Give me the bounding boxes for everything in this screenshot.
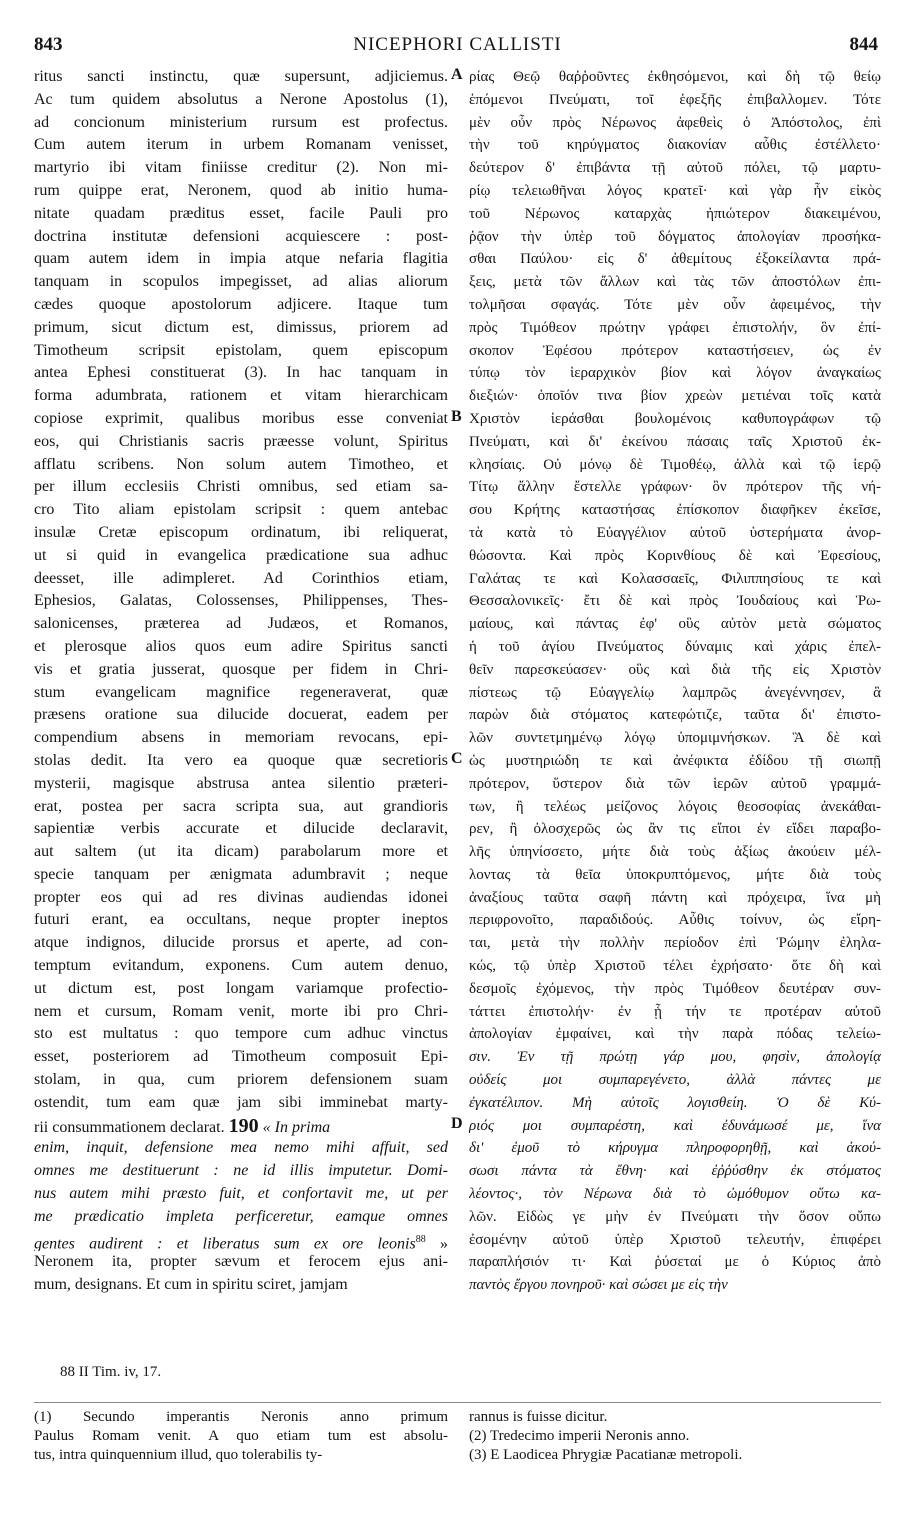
footnote-line: rannus is fuisse dicitur. (469, 1409, 608, 1425)
latin-line: atque indignos, dilucide prorsus et aperte, ad con- (34, 934, 448, 952)
greek-line: ρίας Θεῷ θαῤῥοῦντες ἐκθησόμενοι, καὶ δὴ τῷ θείῳ (469, 69, 881, 85)
greek-line: ῥᾷον τὴν ὑπὲρ τοῦ δόγματος ἀπολογίαν προσήκα- (469, 228, 881, 245)
greek-line: θώσοντα. Καὶ πρὸς Κορινθίους δὲ καὶ Ἐφεσίους, (469, 547, 881, 564)
greek-line: παντὸς ἔργου πονηροῦ· καὶ σώσει με εἰς τὴν (469, 1277, 728, 1294)
greek-line: παρὼν διὰ στόματος κατεφώτιζε, ταῦτα δι' ἐπιστο- (469, 707, 881, 724)
latin-line: omnes me destituerunt : ne id illis imputetur. Domi- (34, 1162, 448, 1180)
greek-line: τὰ κατὰ τὸ Εὐαγγέλιον αὐτοῦ ὑστερήματα ἀνορ- (469, 524, 881, 541)
latin-line: antea Ephesi constituerat (3). In hac tanquam in (34, 364, 448, 382)
latin-line: nus autem mihi præsto fuit, et confortavit me, ut per (34, 1185, 448, 1203)
latin-line: per illum ecclesiis Christi omnibus, sed etiam sa- (34, 478, 448, 496)
greek-line: τοῦ Νέρωνος καταρχὰς ἠπιώτερον διακειμένου, (469, 205, 881, 222)
latin-line: mysterii, magisque abstrusa antea silentio præteri- (34, 774, 448, 792)
latin-line: primum, sicut dictum est, dimissus, priorem ad (34, 318, 448, 336)
latin-line: martyrio ibi vitam finiisse creditur (2). Non mi- (34, 159, 448, 177)
closing-quote: » (440, 1234, 448, 1252)
greek-line: κλησίαις. Οὐ μόνῳ δὲ Τιμοθέῳ, ἀλλὰ καὶ τῷ ἱερῷ (469, 456, 881, 473)
footnote-line: (1) Secundo imperantis Neronis anno primum (34, 1409, 448, 1425)
greek-line: Χριστὸν ἱεράσθαι βουλομένοις καθυπογράφων τῷ (469, 410, 881, 427)
latin-line: copiose exprimit, qualibus moribus esse conveniat (34, 409, 448, 427)
scripture-footnote: 88 II Tim. iv, 17. (60, 1364, 162, 1380)
latin-line: temptum evitandum, exponens. Cum autem denuo, (34, 957, 448, 975)
page-number-right: 844 (849, 34, 878, 55)
latin-line: Ephesios, Galatas, Colossenses, Philippenses, Thes- (34, 592, 448, 610)
latin-line: eos, qui Christianis sacris præesse volunt, Spiritus (34, 432, 448, 450)
latin-line: ad concionum ministerium rursum est profectus. (34, 113, 448, 131)
latin-line-text: rii consummationem declarat. (34, 1118, 225, 1136)
latin-line (34, 1229, 448, 1252)
latin-line: ut dictum est, post longam variamque profectio- (34, 979, 448, 997)
greek-line: λῆς ὑπηνίσσετο, μήτε διὰ τοὺς ἀξίως ἀκούειν μέλ- (469, 844, 881, 861)
greek-line: τύπῳ τὸν ἱεραρχικὸν βίον καὶ λόγον ἀναγκαίως (469, 365, 881, 382)
greek-line: Πνεύματι, καὶ δι' ἐκείνου πάσαις ταῖς Χριστοῦ ἐκ- (469, 433, 881, 450)
greek-line: δεύτερον δ' ἐπιβάντα τῇ αὐτοῦ πόλει, τῷ μαρτυ- (469, 160, 881, 177)
latin-line: propter eos qui ad res divinas audiendas idonei (34, 888, 448, 906)
greek-line: μαίους, καὶ πάντας ἐφ' οὓς αὐτὸν μετὰ σώματος (469, 616, 881, 633)
greek-line: ριός μοι συμπαρέστη, καὶ ἐδυνάμωσέ με, ἵνα (469, 1117, 881, 1134)
latin-line: ritus sancti instinctu, quæ supersunt, adjiciemus. (34, 68, 448, 85)
page-number-left: 843 (34, 34, 63, 55)
latin-line: esset, posteriorem ad Timotheum composuit Epi- (34, 1048, 448, 1066)
latin-line: afflatu scribens. Non solum autem Timotheo, et (34, 455, 448, 473)
footnote-reference: 88 (415, 1233, 426, 1245)
latin-line: cro Tito aliam epistolam scripsit : quem antebac (34, 501, 448, 519)
greek-line: Τίτῳ ἄλλην ἔστελλε γράφων· ὃν πρότερον τῆς νή- (469, 479, 881, 496)
greek-line: τολμῆσαι σφαγάς. Τότε μὲν οὖν ἀφειμένος, τὴν (469, 296, 881, 313)
latin-line: Cum autem iterum in urbem Romanam venisset, (34, 136, 448, 154)
greek-line: κώς, τῷ ὑπὲρ Χριστοῦ τέλει ἐχρήσατο· ὅτε δὴ καὶ (469, 958, 881, 975)
latin-line: aut saltem (ut ita dicam) parabolarum more et (34, 843, 448, 861)
latin-line: stolam, in qua, cum priorem defensionem suam (34, 1071, 448, 1089)
latin-line: ostendit, tum eam quæ jam sibi imminebat marty- (34, 1093, 448, 1111)
greek-line: των, ἢ τελέως μείζονος λόγοις θεοσοφίας ἀνεκάθαι- (469, 798, 881, 815)
greek-line: οὐδείς μοι συμπαρεγένετο, ἀλλὰ πάντες με (469, 1072, 881, 1089)
greek-line: ἑπόμενοι Πνεύματι, τοῖ ἑφεξῆς ἐπιβαλλομεν. Τότε (469, 91, 881, 108)
footnote-line: tus, intra quinquennium illud, quo tolerabilis ty- (34, 1447, 323, 1463)
greek-line: λῶν. Εἰδὼς γε μὴν ἐν Πνεύματι τὴν ὅσον οὔπω (469, 1208, 881, 1225)
latin-line: me prædicatio impleta perficeretur, eamque omnes (34, 1207, 448, 1225)
footnotes-right (469, 1408, 881, 1465)
greek-line: σου Κρήτης καταστήσας ἐπίσκοπον διαφῆκεν ἐκεῖσε, (469, 502, 881, 519)
latin-line: et plerosque alios quos eum adire Spiritus sancti (34, 637, 448, 655)
latin-line-text: gentes audirent : et liberatus sum ex ore leonis (34, 1234, 416, 1252)
latin-line: sto est multatus : quo tempore cum adhuc vinctus (34, 1025, 448, 1043)
greek-line: σθαι Παύλου· εἰς δ' ἀθεμίτους ἐξοκείλαντα πρά- (469, 251, 881, 268)
latin-line: vis et gratia jusserat, quosque per fidem in Chri- (34, 660, 448, 678)
greek-line: πρότερον, ὕστερον διὰ τῶν ἱερῶν αὐτοῦ γραμμά- (469, 775, 881, 792)
footnote-rule (34, 1402, 881, 1403)
greek-line: ξεις, μετὰ τῶν ἄλλων καὶ τὰς τῶν ἀποστόλων ἐπι- (469, 274, 881, 291)
greek-line: ὡς μυστηριώδη τε καὶ ἀνέφικτα ἐδίδου τῇ σιωπῇ (469, 752, 881, 769)
greek-column (469, 66, 881, 1297)
greek-line: δι' ἐμοῦ τὸ κήρυγμα πληροφορηθῇ, καὶ ἀκού- (469, 1140, 881, 1157)
latin-line: mum, designans. Et cum in spiritu sciret, jamjam (34, 1276, 348, 1294)
latin-line: stum evangelicam magnifice regeneraverat, quæ (34, 683, 448, 701)
latin-line: enim, inquit, defensione mea nemo mihi affuit, sed (34, 1139, 448, 1157)
margin-marker-d: D (451, 1115, 463, 1132)
latin-line: tanquam in scopulos impegisset, ad alias aliorum (34, 273, 448, 291)
footnote-line: (3) E Laodicea Phrygiæ Pacatianæ metropoli. (469, 1447, 743, 1463)
greek-line: τάττει ἐπιστολήν· ἐν ᾗ τήν τε προτέραν αὐτοῦ (469, 1003, 881, 1020)
greek-line: ρεν, ἢ ὀλοσχερῶς ὡς ἂν τις εἴποι ἐν εἴδει παραβο- (469, 821, 881, 838)
latin-line: stolas dedit. Ita vero ea quoque quæ secretioris (34, 751, 448, 769)
greek-line: περιφρονοῖτο, παραδιδούς. Αὖθις τοίνυν, ὡς εἴρη- (469, 912, 881, 929)
latin-line: Neronem ita, propter sævum et ferocem ejus ani- (34, 1253, 448, 1271)
greek-line: λῶν συντετμημένῳ λόγῳ ὑπομιμνήσκων. Ἃ δὲ καὶ (469, 730, 881, 747)
greek-line: διεξιών· ὁποῖόν τινα βίον χρεὼν μετιέναι τοῖς κατὰ (469, 388, 881, 405)
margin-marker-c: C (451, 750, 463, 767)
margin-marker-a: A (451, 66, 463, 83)
greek-line: δεσμοῖς ἐχόμενος, τὴν πρὸς Τιμόθεον δευτέραν συν- (469, 980, 881, 997)
greek-line: σωσι πάντα τὰ ἔθνη· καὶ ἐῤῥύσθην ἐκ στόματος (469, 1163, 881, 1180)
latin-line: cædes quoque apostolorum adjicere. Itaque tum (34, 295, 448, 313)
greek-line: πίστεως τῷ Εὐαγγελίῳ λαμπρῶς ἀνεγέννησεν, ἃ (469, 684, 881, 701)
latin-line: sapientiæ verbis accurate et dilucide declaravit, (34, 820, 448, 838)
greek-line: ἀναξίους ταῦτα σαφῆ πάντη καὶ πρόχειρα, ἵνα μὴ (469, 889, 881, 906)
greek-line: ρίῳ τελειωθῆναι λόγος κρατεῖ· καὶ γὰρ ἦν εἰκὸς (469, 182, 881, 199)
latin-line: deesset, ille adimpleret. Ad Corinthios etiam, (34, 569, 448, 587)
greek-line: ἐγκατέλιπον. Μὴ αὐτοῖς λογισθείη. Ὁ δὲ Κύ- (469, 1094, 881, 1111)
greek-line: Γαλάτας τε καὶ Κολασσαεῖς, Φιλιππησίους τε καὶ (469, 570, 881, 587)
footnotes-left (34, 1408, 448, 1465)
latin-line: ut si quid in evangelica prædicatione sua adhuc (34, 546, 448, 564)
latin-line: forma adumbrata, rationem et vitam hierarchicam (34, 387, 448, 405)
latin-line: specie tanquam per ænigmata adumbravit ; neque (34, 865, 448, 883)
latin-line: compendium absens in memoriam revocans, epi- (34, 729, 448, 747)
greek-line: ἡ τοῦ ἁγίου Πνεύματος δύναμις καὶ χάρις ἐπελ- (469, 638, 881, 655)
running-title: NICEPHORI CALLISTI (353, 34, 562, 55)
latin-line: quam autem idem in impia atque nefaria flagitia (34, 250, 448, 268)
latin-line: insulæ Cretæ episcopum ordinatum, ibi reliquerat, (34, 523, 448, 541)
greek-line: λέοντος·, τὸν Νέρωνα διὰ τὸ ὠμόθυμον οὕτω κα- (469, 1186, 881, 1203)
latin-line: nitate quadam præditus esset, facile Pauli pro (34, 204, 448, 222)
latin-line: salonicenses, præterea ad Judæos, et Romanos, (34, 615, 448, 633)
latin-line: Timotheum scripsit epistolam, quem episcopum (34, 341, 448, 359)
latin-line: erat, postea per sacra scripta sua, aut grandioris (34, 797, 448, 815)
latin-line: doctrina institutæ defensioni acquiescere : post- (34, 227, 448, 245)
footnote-line: (2) Tredecimo imperii Neronis anno. (469, 1428, 690, 1444)
greek-line: παραπλήσιόν τι· Καὶ ῥύσεταί με ὁ Κύριος ἀπὸ (469, 1254, 881, 1271)
page-header (0, 34, 915, 56)
greek-line: σιν. Ἐν τῇ πρώτῃ γάρ μου, φησὶν, ἀπολογίᾳ (469, 1049, 881, 1066)
greek-line: ἐσομένην αὐτοῦ ὑπὲρ Χριστοῦ τελευτήν, ἐπιφέρει (469, 1231, 881, 1248)
footnote-line: Paulus Romam venit. A quo etiam tum est absolu- (34, 1428, 448, 1444)
greek-line: μὲν οὖν πρὸς Νέρωνος ἀφεθεὶς ὁ Ἀπόστολος, ἐπὶ (469, 114, 881, 131)
latin-column (34, 66, 448, 1297)
greek-line: σκοπον Ἐφέσου πρότερον καταστήσειεν, ὡς ἐν (469, 342, 881, 359)
latin-line: rum quippe erat, Neronem, quod ab initio huma- (34, 181, 448, 199)
greek-line: τὴν τοῦ κηρύγματος διακονίαν αὖθις ἐστέλλετο· (469, 137, 881, 154)
greek-line: λοντας τὰ θεῖα ὑποκρυπτόμενος, μήτε διὰ τοὺς (469, 866, 881, 883)
latin-line-text: « In prima (262, 1118, 331, 1136)
latin-line (34, 1115, 448, 1138)
page-break-marker: 190 (228, 1114, 259, 1137)
latin-line: futuri erant, ea occultans, neque propter ineptos (34, 911, 448, 929)
greek-line: Θεσσαλονικεῖς· ἔτι δὲ καὶ πρὸς Ἰουδαίους καὶ Ῥω- (469, 593, 881, 610)
latin-line: nem et cursum, Romam venit, morte ibi pro Chri- (34, 1002, 448, 1020)
greek-line: θεῖν παρεσκεύασεν· οὓς καὶ διὰ τῆς εἰς Χριστὸν (469, 661, 881, 678)
greek-line: πρὸς Τιμόθεον πρώτην γράφει ἐπιστολήν, ὃν ἐπί- (469, 319, 881, 336)
margin-marker-b: B (451, 408, 462, 425)
greek-line: ται, μετὰ τὴν πολλὴν περίοδον ἐπὶ Ῥώμην ἐληλα- (469, 935, 881, 952)
greek-line: ἀπολογίαν ἐμφαίνει, καὶ τὴν παρὰ πόδας τελείω- (469, 1026, 881, 1043)
latin-line: præsens oratione sua dilucide docuerat, eadem per (34, 706, 448, 724)
latin-line: Ac tum quidem absolutus a Nerone Apostolus (1), (34, 90, 448, 108)
